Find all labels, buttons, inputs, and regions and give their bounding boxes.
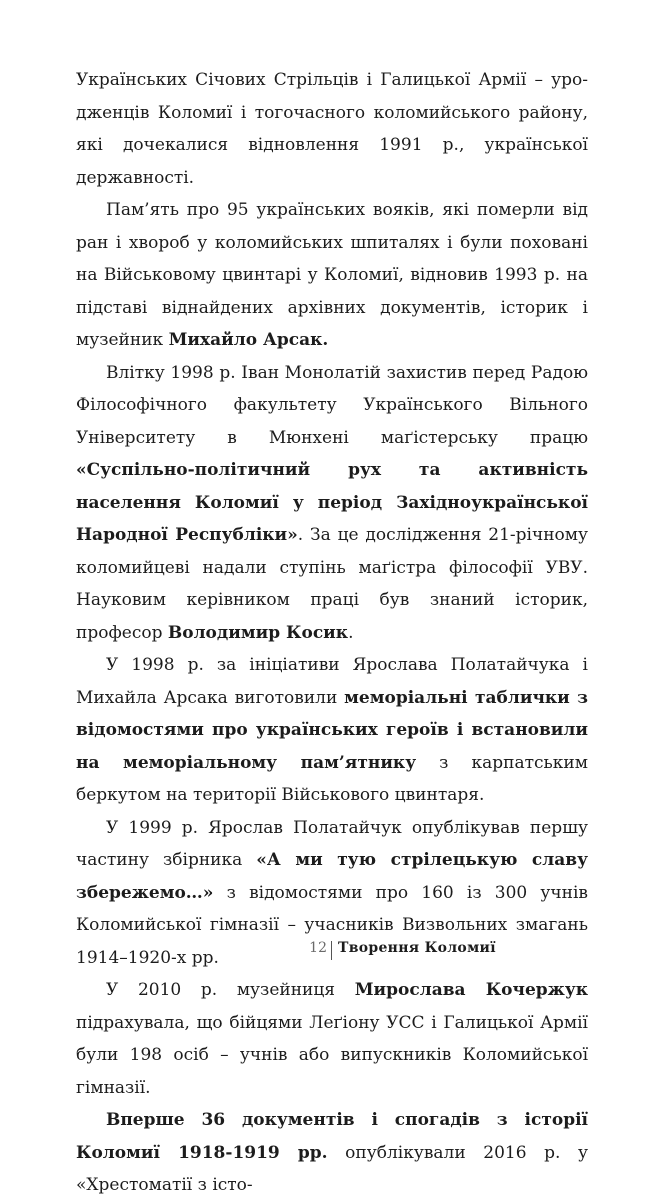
body-text: з відомостями про 160 із 300 учнів Коломийської гімназії – учасників Визвольних змагань 1914–1920-х рр.	[76, 882, 588, 968]
bold-text: Мирослава Кочержук	[354, 980, 588, 1000]
body-text: підрахувала, що бійцями Леґіону УСС і Галицької Армії були 198 осіб – учнів або випускників Коломийської гімназії.	[76, 1012, 588, 1098]
body-text: опублікували 2016 р. у «Хрестоматії з істо-	[76, 1142, 588, 1195]
footer-divider	[331, 941, 332, 960]
body-text: У 1999 р. Ярослав Полатайчук опублікував першу частину збірника	[76, 817, 588, 870]
bold-text: Вперше 36 документів і спогадів з історії Коломиї 1918-1919 рр.	[76, 1110, 588, 1163]
paragraph	[76, 812, 588, 975]
paragraph	[76, 1104, 588, 1202]
paragraph	[76, 974, 588, 1104]
running-title: Творення Коломиї	[338, 940, 496, 956]
paragraph	[76, 194, 588, 357]
paragraph	[76, 357, 588, 650]
paragraph	[76, 649, 588, 812]
body-text: Українських Січових Стрільців і Галицької Армії – уродженців Коломиї і тогочасного коломийського району, які дочекалися відновлення 1991 р., української державності.	[76, 70, 588, 188]
page-body	[76, 64, 588, 1202]
bold-text: меморіальні таблички з відомостями про українських героїв і встановили на меморіальному пам’ятнику	[76, 687, 588, 773]
bold-text: «А ми тую стрілецькую славу збережемо…»	[76, 850, 588, 903]
body-text: . За це дослідження 21-річному коломийцеві надали ступінь маґістра філософії УВУ. Науковим керівником праці був знаний історик, професор	[76, 525, 588, 643]
bold-text: Михайло Арсак.	[168, 330, 329, 350]
paragraph	[76, 64, 588, 194]
body-text: У 2010 р. музейниця	[106, 980, 355, 1000]
body-text: з карпатським беркутом на території Військового цвинтаря.	[76, 752, 588, 805]
body-text: У 1998 р. за ініціативи Ярослава Полатайчука і Михайла Арсака виготовили	[76, 655, 588, 708]
body-text: Пам’ять про 95 українських вояків, які померли від ран і хвороб у коломийських шпиталях і були поховані на Військовому цвинтарі у Коломиї, відновив 1993 р. на підставі віднайдених архівних документів, історик і музейник	[76, 200, 588, 350]
page-number: 12	[309, 940, 327, 956]
body-text: .	[348, 622, 354, 643]
body-text: Влітку 1998 р. Іван Монолатій захистив перед Радою Філософічного факультету Українського Вільного Університету в Мюнхені маґістерську працю	[76, 362, 588, 448]
bold-text: Володимир Косик	[167, 622, 349, 643]
bold-text: «Суспільно-політичний рух та активність населення Коломиї у період Західноукраїнської Народної Республіки»	[76, 460, 588, 545]
